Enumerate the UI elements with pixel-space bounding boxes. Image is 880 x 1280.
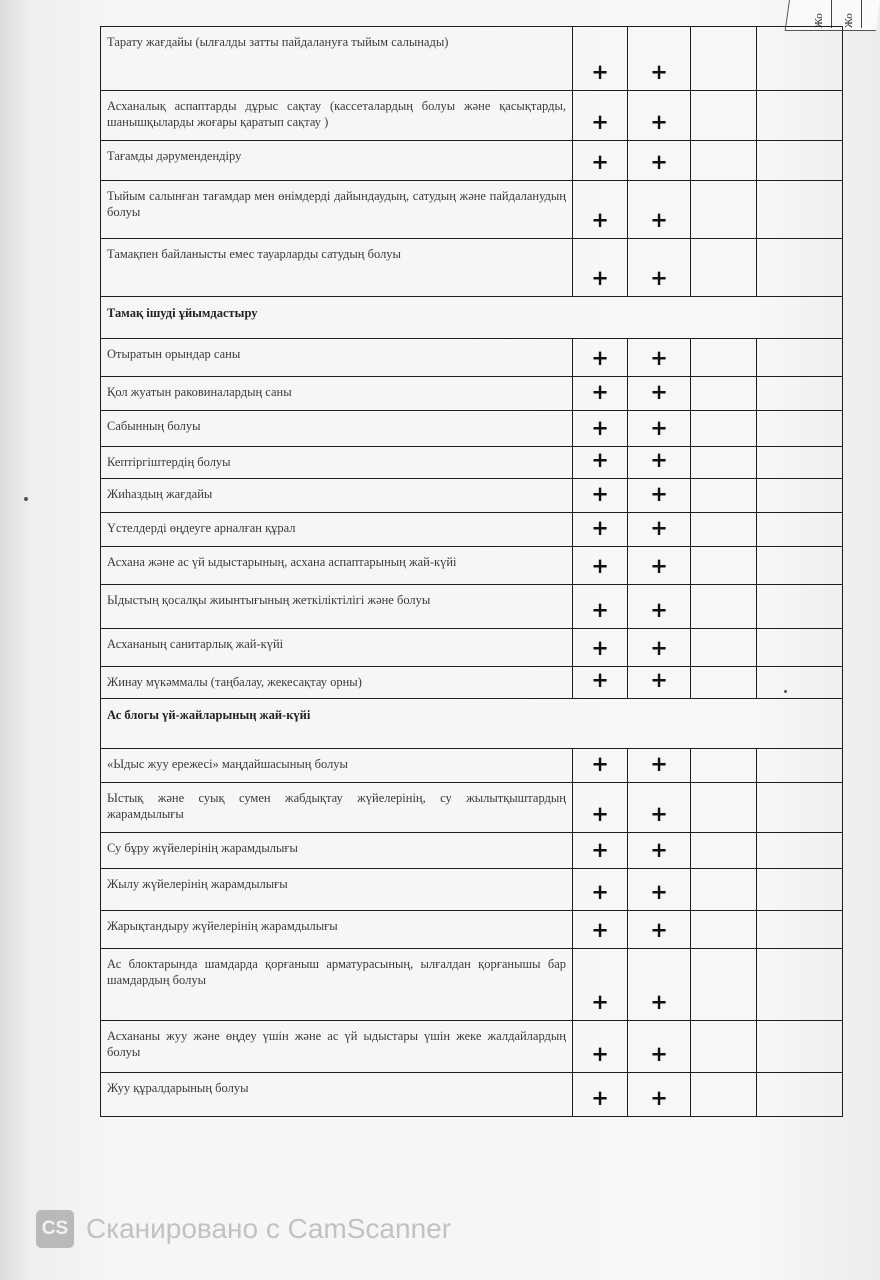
criterion-cell (101, 667, 573, 699)
handwritten-plus-mark: + (650, 60, 668, 84)
mark-cell-2 (628, 949, 691, 1021)
handwritten-plus-mark: + (650, 990, 668, 1014)
table-row (101, 513, 843, 547)
handwritten-plus-mark: + (591, 482, 609, 506)
table-row (101, 911, 843, 949)
table-row (101, 667, 843, 699)
criterion-text: Асхананың санитарлық жай-күйі (107, 637, 284, 651)
criterion-cell (101, 339, 573, 377)
handwritten-plus-mark: + (591, 380, 609, 404)
criterion-cell (101, 411, 573, 447)
handwritten-plus-mark: + (591, 150, 609, 174)
mark-cell-1 (573, 181, 628, 239)
mark-cell-4 (757, 1021, 843, 1073)
mark-cell-4 (757, 411, 843, 447)
handwritten-plus-mark: + (650, 802, 668, 826)
criterion-text: Су бұру жүйелерінің жарамдылығы (107, 841, 298, 855)
handwritten-plus-mark: + (650, 110, 668, 134)
criterion-text: Тағамды дәрумендендіру (107, 149, 242, 163)
checklist-body (101, 27, 843, 1117)
mark-cell-2 (628, 339, 691, 377)
section-cell (101, 297, 843, 339)
section-title: Тамақ ішуді ұйымдастыру (107, 306, 258, 320)
mark-cell-1 (573, 479, 628, 513)
mark-cell-4 (757, 911, 843, 949)
handwritten-plus-mark: + (650, 838, 668, 862)
handwritten-plus-mark: + (650, 380, 668, 404)
handwritten-plus-mark: + (650, 752, 668, 776)
mark-cell-4 (757, 749, 843, 783)
mark-cell-2 (628, 513, 691, 547)
mark-cell-3 (691, 339, 757, 377)
handwritten-plus-mark: + (650, 416, 668, 440)
handwritten-plus-mark: + (650, 150, 668, 174)
mark-cell-3 (691, 411, 757, 447)
handwritten-plus-mark: + (591, 346, 609, 370)
handwritten-plus-mark: + (650, 636, 668, 660)
criterion-cell (101, 479, 573, 513)
mark-cell-2 (628, 783, 691, 833)
mark-cell-4 (757, 27, 843, 91)
mark-cell-3 (691, 911, 757, 949)
mark-cell-2 (628, 141, 691, 181)
handwritten-plus-mark: + (650, 880, 668, 904)
handwritten-plus-mark: + (650, 346, 668, 370)
mark-cell-4 (757, 833, 843, 869)
handwritten-plus-mark: + (650, 1086, 668, 1110)
mark-cell-3 (691, 667, 757, 699)
handwritten-plus-mark: + (650, 668, 668, 692)
criterion-text: Үстелдерді өңдеуге арналған құрал (107, 521, 296, 535)
mark-cell-2 (628, 911, 691, 949)
criterion-cell (101, 585, 573, 629)
criterion-cell (101, 91, 573, 141)
mark-cell-1 (573, 833, 628, 869)
mark-cell-3 (691, 547, 757, 585)
table-row (101, 91, 843, 141)
criterion-cell (101, 1073, 573, 1117)
mark-cell-4 (757, 585, 843, 629)
criterion-text: «Ыдыс жуу ережесі» маңдайшасының болуы (107, 757, 348, 771)
mark-cell-2 (628, 1021, 691, 1073)
mark-cell-3 (691, 377, 757, 411)
mark-cell-1 (573, 141, 628, 181)
mark-cell-4 (757, 667, 843, 699)
mark-cell-2 (628, 239, 691, 297)
table-row (101, 749, 843, 783)
checklist-table (100, 26, 843, 1117)
scan-speck (784, 690, 787, 693)
mark-cell-4 (757, 547, 843, 585)
mark-cell-4 (757, 141, 843, 181)
mark-cell-1 (573, 949, 628, 1021)
criterion-cell (101, 949, 573, 1021)
camscanner-watermark (36, 1210, 451, 1248)
mark-cell-3 (691, 1073, 757, 1117)
criterion-cell (101, 547, 573, 585)
criterion-text: Асхананы жуу және өңдеу үшін және ас үй ыдыстары үшін жеке жалдайлардың болуы (107, 1029, 566, 1059)
mark-cell-1 (573, 911, 628, 949)
handwritten-plus-mark: + (591, 668, 609, 692)
criterion-text: Жиһаздың жағдайы (107, 487, 213, 501)
handwritten-plus-mark: + (650, 598, 668, 622)
section-title: Ас блогы үй-жайларының жай-күйі (107, 708, 311, 722)
mark-cell-2 (628, 479, 691, 513)
criterion-cell (101, 377, 573, 411)
mark-cell-4 (757, 479, 843, 513)
handwritten-plus-mark: + (650, 1042, 668, 1066)
mark-cell-4 (757, 513, 843, 547)
criterion-text: Кептіргіштердің болуы (107, 455, 231, 469)
criterion-cell (101, 1021, 573, 1073)
criterion-cell (101, 141, 573, 181)
handwritten-plus-mark: + (591, 598, 609, 622)
mark-cell-3 (691, 513, 757, 547)
table-row (101, 1021, 843, 1073)
criterion-text: Сабынның болуы (107, 419, 201, 433)
mark-cell-1 (573, 547, 628, 585)
mark-cell-1 (573, 585, 628, 629)
criterion-cell (101, 629, 573, 667)
mark-cell-2 (628, 629, 691, 667)
mark-cell-1 (573, 27, 628, 91)
mark-cell-4 (757, 783, 843, 833)
mark-cell-1 (573, 1073, 628, 1117)
mark-cell-1 (573, 783, 628, 833)
mark-cell-2 (628, 1073, 691, 1117)
table-row (101, 411, 843, 447)
table-row (101, 783, 843, 833)
handwritten-plus-mark: + (591, 838, 609, 862)
criterion-text: Ыстық және суық сумен жабдықтау жүйелерінің, су жылытқыштардың жарамдылығы (107, 791, 566, 821)
table-row (101, 141, 843, 181)
criterion-cell (101, 869, 573, 911)
section-cell (101, 699, 843, 749)
handwritten-plus-mark: + (591, 448, 609, 472)
mark-cell-3 (691, 749, 757, 783)
mark-cell-1 (573, 411, 628, 447)
criterion-cell (101, 911, 573, 949)
table-row (101, 1073, 843, 1117)
mark-cell-4 (757, 447, 843, 479)
mark-cell-4 (757, 949, 843, 1021)
corner-tab-2: Жо (839, 0, 862, 28)
handwritten-plus-mark: + (591, 880, 609, 904)
mark-cell-4 (757, 339, 843, 377)
handwritten-plus-mark: + (591, 554, 609, 578)
criterion-text: Тамақпен байланысты емес тауарларды сатудың болуы (107, 247, 401, 261)
section-row (101, 297, 843, 339)
handwritten-plus-mark: + (591, 60, 609, 84)
mark-cell-1 (573, 239, 628, 297)
mark-cell-4 (757, 629, 843, 667)
handwritten-plus-mark: + (650, 554, 668, 578)
mark-cell-3 (691, 181, 757, 239)
table-row (101, 239, 843, 297)
mark-cell-2 (628, 411, 691, 447)
mark-cell-3 (691, 585, 757, 629)
section-row (101, 699, 843, 749)
handwritten-plus-mark: + (650, 516, 668, 540)
watermark-text: Сканировано с CamScanner (86, 1213, 452, 1244)
mark-cell-1 (573, 91, 628, 141)
criterion-text: Жуу құралдарының болуы (107, 1081, 249, 1095)
handwritten-plus-mark: + (591, 802, 609, 826)
handwritten-plus-mark: + (650, 918, 668, 942)
criterion-cell (101, 181, 573, 239)
criterion-cell (101, 27, 573, 91)
criterion-cell (101, 833, 573, 869)
criterion-text: Ыдыстың қосалқы жиынтығының жеткіліктілігі және болуы (107, 593, 431, 607)
criterion-cell (101, 783, 573, 833)
handwritten-plus-mark: + (591, 1042, 609, 1066)
handwritten-plus-mark: + (591, 266, 609, 290)
mark-cell-3 (691, 783, 757, 833)
mark-cell-1 (573, 377, 628, 411)
mark-cell-2 (628, 547, 691, 585)
mark-cell-3 (691, 479, 757, 513)
handwritten-plus-mark: + (650, 208, 668, 232)
handwritten-plus-mark: + (591, 208, 609, 232)
mark-cell-2 (628, 869, 691, 911)
table-row (101, 949, 843, 1021)
mark-cell-3 (691, 869, 757, 911)
mark-cell-1 (573, 667, 628, 699)
handwritten-plus-mark: + (650, 448, 668, 472)
handwritten-plus-mark: + (650, 482, 668, 506)
mark-cell-2 (628, 27, 691, 91)
criterion-text: Отыратын орындар саны (107, 347, 241, 361)
criterion-text: Жылу жүйелерінің жарамдылығы (107, 877, 288, 891)
table-row (101, 585, 843, 629)
table-row (101, 377, 843, 411)
handwritten-plus-mark: + (591, 1086, 609, 1110)
mark-cell-2 (628, 91, 691, 141)
mark-cell-4 (757, 1073, 843, 1117)
handwritten-plus-mark: + (650, 266, 668, 290)
mark-cell-3 (691, 833, 757, 869)
criterion-cell (101, 447, 573, 479)
mark-cell-1 (573, 513, 628, 547)
criterion-cell (101, 749, 573, 783)
mark-cell-2 (628, 447, 691, 479)
mark-cell-4 (757, 91, 843, 141)
table-row (101, 447, 843, 479)
criterion-text: Асхана және ас үй ыдыстарының, асхана аспаптарының жай-күйі (107, 555, 457, 569)
mark-cell-3 (691, 27, 757, 91)
mark-cell-2 (628, 377, 691, 411)
criterion-text: Тыйым салынған тағамдар мен өнімдерді дайындаудың, сатудың және пайдаланудың болуы (107, 189, 566, 219)
mark-cell-3 (691, 629, 757, 667)
handwritten-plus-mark: + (591, 416, 609, 440)
criterion-text: Жинау мүкәммалы (таңбалау, жекесақтау орны) (107, 675, 362, 689)
criterion-text: Асханалық аспаптарды дұрыс сақтау (кассеталардың болуы және қасықтарды, шанышқыларды жоғары қаратып сақтау ) (107, 99, 566, 129)
criterion-text: Қол жуатын раковиналардың саны (107, 385, 292, 399)
camscanner-logo-icon: CS (36, 1210, 74, 1248)
mark-cell-2 (628, 181, 691, 239)
mark-cell-1 (573, 1021, 628, 1073)
table-row (101, 27, 843, 91)
handwritten-plus-mark: + (591, 918, 609, 942)
table-row (101, 339, 843, 377)
mark-cell-3 (691, 141, 757, 181)
mark-cell-3 (691, 91, 757, 141)
criterion-text: Ас блоктарында шамдарда қорғаныш арматурасының, ылғалдан қорғанышы бар шамдардың болуы (107, 957, 566, 987)
handwritten-plus-mark: + (591, 516, 609, 540)
criterion-cell (101, 239, 573, 297)
mark-cell-3 (691, 447, 757, 479)
table-row (101, 479, 843, 513)
mark-cell-1 (573, 749, 628, 783)
criterion-text: Тарату жағдайы (ылғалды затты пайдалануға тыйым салынады) (107, 35, 449, 49)
mark-cell-2 (628, 749, 691, 783)
mark-cell-2 (628, 833, 691, 869)
mark-cell-4 (757, 869, 843, 911)
mark-cell-1 (573, 629, 628, 667)
criterion-text: Жарықтандыру жүйелерінің жарамдылығы (107, 919, 338, 933)
handwritten-plus-mark: + (591, 636, 609, 660)
mark-cell-3 (691, 1021, 757, 1073)
handwritten-plus-mark: + (591, 990, 609, 1014)
mark-cell-3 (691, 239, 757, 297)
handwritten-plus-mark: + (591, 752, 609, 776)
mark-cell-1 (573, 339, 628, 377)
corner-tab-1: Жо (809, 0, 832, 28)
table-row (101, 547, 843, 585)
mark-cell-2 (628, 585, 691, 629)
table-row (101, 869, 843, 911)
mark-cell-4 (757, 377, 843, 411)
mark-cell-1 (573, 869, 628, 911)
mark-cell-3 (691, 949, 757, 1021)
mark-cell-2 (628, 667, 691, 699)
table-row (101, 629, 843, 667)
mark-cell-4 (757, 181, 843, 239)
criterion-cell (101, 513, 573, 547)
mark-cell-4 (757, 239, 843, 297)
table-row (101, 181, 843, 239)
mark-cell-1 (573, 447, 628, 479)
handwritten-plus-mark: + (591, 110, 609, 134)
table-row (101, 833, 843, 869)
scan-speck (24, 497, 28, 501)
